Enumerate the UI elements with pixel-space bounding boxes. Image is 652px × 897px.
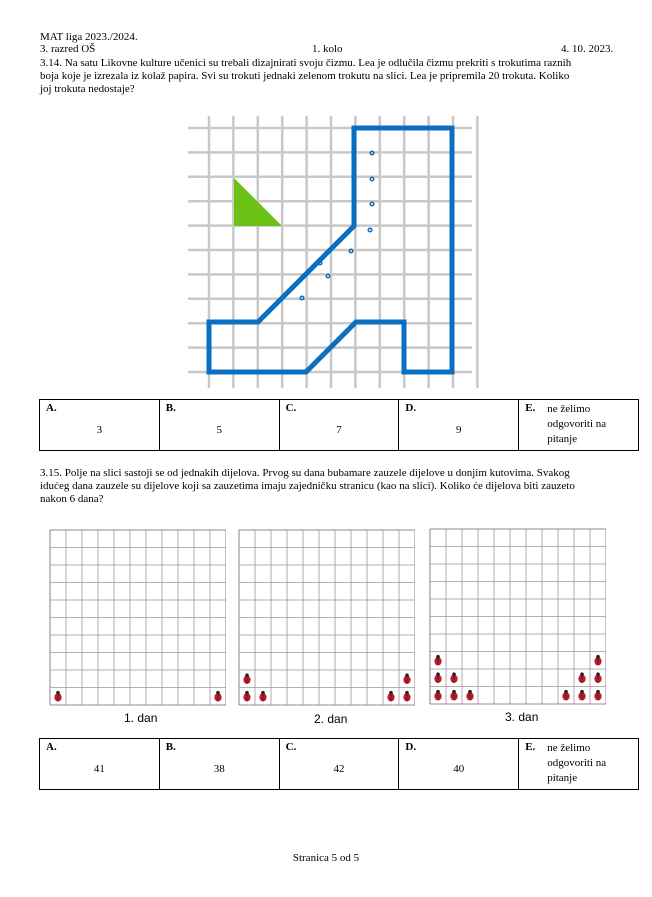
ladybug-icon xyxy=(387,691,394,702)
caption-day-1: 1. dan xyxy=(124,711,158,725)
answer-letter: E. xyxy=(525,402,536,414)
q314-line1: 3.14. Na satu Likovne kulture učenici su trebali dizajnirati svoju čizmu. Lea je odlučila čizmu prekriti s trokutima raznih xyxy=(40,57,572,69)
answer-letter: C. xyxy=(285,741,297,753)
grid-day-3 xyxy=(429,528,606,708)
q314-line2: boja koje je izrezala iz kolaž papira. Svi su trokuti jednaki zelenom trokutu na slici. Lea je pripremila 20 trokuta. Koliko xyxy=(40,70,570,82)
ladybug-icon xyxy=(450,672,457,683)
league-title: MAT liga 2023./2024. xyxy=(40,31,138,43)
ladybug-icon xyxy=(434,655,441,666)
answer-e-line: pitanje xyxy=(547,433,578,445)
answer-a[interactable] xyxy=(40,400,160,451)
answer-b[interactable] xyxy=(159,400,279,451)
answer-letter: D. xyxy=(405,741,417,753)
question-3-15-text xyxy=(40,467,620,506)
ladybug-icon xyxy=(578,690,585,701)
ladybug-icon xyxy=(403,673,410,684)
answer-c[interactable] xyxy=(279,400,399,451)
ladybug-icon xyxy=(562,690,569,701)
answer-e-line: odgovoriti na xyxy=(547,757,607,769)
ladybug-icon xyxy=(594,672,601,683)
grid-day-2 xyxy=(238,529,415,709)
q314-line3: joj trokuta nedostaje? xyxy=(40,83,135,95)
ladybug-icon xyxy=(434,672,441,683)
answer-letter: C. xyxy=(285,402,297,414)
ladybug-icon xyxy=(466,690,473,701)
grid-day-1 xyxy=(49,529,226,709)
caption-day-2: 2. dan xyxy=(314,712,348,726)
answer-letter: D. xyxy=(405,402,417,414)
answer-letter: A. xyxy=(46,402,57,414)
answer-e-line: odgovoriti na xyxy=(547,418,607,430)
answer-value: 9 xyxy=(456,424,462,436)
ladybug-icon xyxy=(54,691,61,702)
ladybug-icon xyxy=(594,690,601,701)
answer-e-line: pitanje xyxy=(547,772,578,784)
answers-3-15 xyxy=(39,738,639,790)
answer-value: 42 xyxy=(333,763,345,775)
answer-e-line: ne želimo xyxy=(547,742,591,754)
caption-day-3: 3. dan xyxy=(505,710,539,724)
ladybug-icon xyxy=(434,690,441,701)
answer-d[interactable] xyxy=(399,739,519,790)
answer-b[interactable] xyxy=(159,739,279,790)
answer-value: 40 xyxy=(453,763,465,775)
answer-value: 41 xyxy=(93,763,105,775)
grade-label: 3. razred OŠ xyxy=(40,43,96,55)
answer-letter: E. xyxy=(525,741,536,753)
ladybug-icon xyxy=(214,691,221,702)
q315-line3: nakon 6 dana? xyxy=(40,493,104,505)
answer-c[interactable] xyxy=(279,739,399,790)
ladybug-icon xyxy=(243,691,250,702)
answer-d[interactable] xyxy=(399,400,519,451)
q315-line1: 3.15. Polje na slici sastoji se od jednakih dijelova. Prvog su dana bubamare zauzele dijelove u donjim kutovima. Svakog xyxy=(40,467,570,479)
round-label: 1. kolo xyxy=(312,43,343,55)
answer-letter: A. xyxy=(46,741,57,753)
answer-e-text xyxy=(547,741,606,786)
answer-e-text xyxy=(547,402,606,447)
answers-3-14 xyxy=(39,399,639,451)
answer-value: 7 xyxy=(336,424,342,436)
ladybug-icon xyxy=(403,691,410,702)
boot-figure xyxy=(180,112,480,392)
ladybug-icon xyxy=(259,691,266,702)
answer-value: 5 xyxy=(216,424,222,436)
answer-value: 3 xyxy=(96,424,103,436)
date-label: 4. 10. 2023. xyxy=(561,43,614,55)
answer-a[interactable] xyxy=(40,739,160,790)
ladybug-icon xyxy=(594,655,601,666)
ladybug-icon xyxy=(243,673,250,684)
answer-e[interactable] xyxy=(519,400,639,451)
ladybug-icon xyxy=(578,672,585,683)
answer-value: 38 xyxy=(213,763,225,775)
answer-letter: B. xyxy=(165,402,176,414)
page-footer: Stranica 5 od 5 xyxy=(292,852,360,864)
ladybug-icon xyxy=(450,690,457,701)
answer-e[interactable] xyxy=(519,739,639,790)
question-3-14-text xyxy=(40,57,620,96)
answer-e-line: ne želimo xyxy=(547,403,591,415)
q315-line2: idućeg dana zauzele su dijelove koji sa zauzetima imaju zajedničku stranicu (kao na slici). Koliko će dijelova biti zauzeto xyxy=(40,480,575,492)
answer-letter: B. xyxy=(165,741,176,753)
